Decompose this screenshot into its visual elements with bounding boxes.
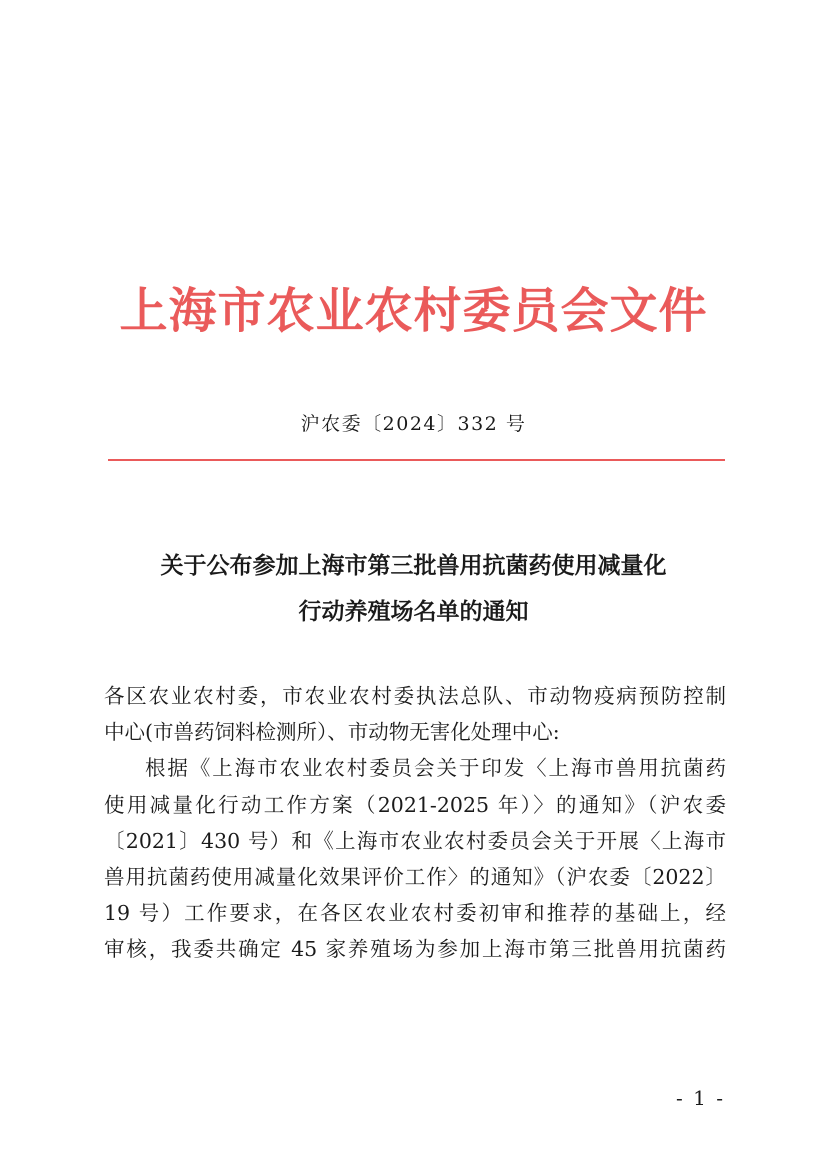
- notice-title: [0, 543, 827, 635]
- header-divider: [108, 459, 725, 461]
- body-line: 使用减量化行动工作方案（2021-2025 年）〉的通知》（沪农委: [104, 792, 726, 817]
- notice-title-line-2: 行动养殖场名单的通知: [298, 598, 529, 625]
- page-number: - 1 -: [676, 1086, 725, 1110]
- body-line: 根据《上海市农业农村委员会关于印发〈上海市兽用抗菌药: [145, 756, 726, 781]
- body-line: 19 号）工作要求，在各区农业农村委初审和推荐的基础上，经: [104, 901, 726, 926]
- notice-title-line-1: 关于公布参加上海市第三批兽用抗菌药使用减量化: [160, 552, 667, 579]
- body-line: 各区农业农村委，市农业农村委执法总队、市动物疫病预防控制: [104, 684, 726, 708]
- document-number: 沪农委〔2024〕332 号: [300, 413, 527, 435]
- body-line: 兽用抗菌药使用减量化效果评价工作〉的通知》（沪农委〔2022〕: [104, 865, 726, 890]
- body-line: 〔2021〕430 号）和《上海市农业农村委员会关于开展〈上海市: [104, 828, 726, 853]
- body-line: 审核，我委共确定 45 家养殖场为参加上海市第三批兽用抗菌药: [104, 937, 726, 962]
- body-line: 中心(市兽药饲料检测所）、市动物无害化处理中心:: [104, 720, 560, 745]
- notice-body: [104, 678, 726, 968]
- document-header-title: 上海市农业农村委员会文件: [119, 283, 708, 339]
